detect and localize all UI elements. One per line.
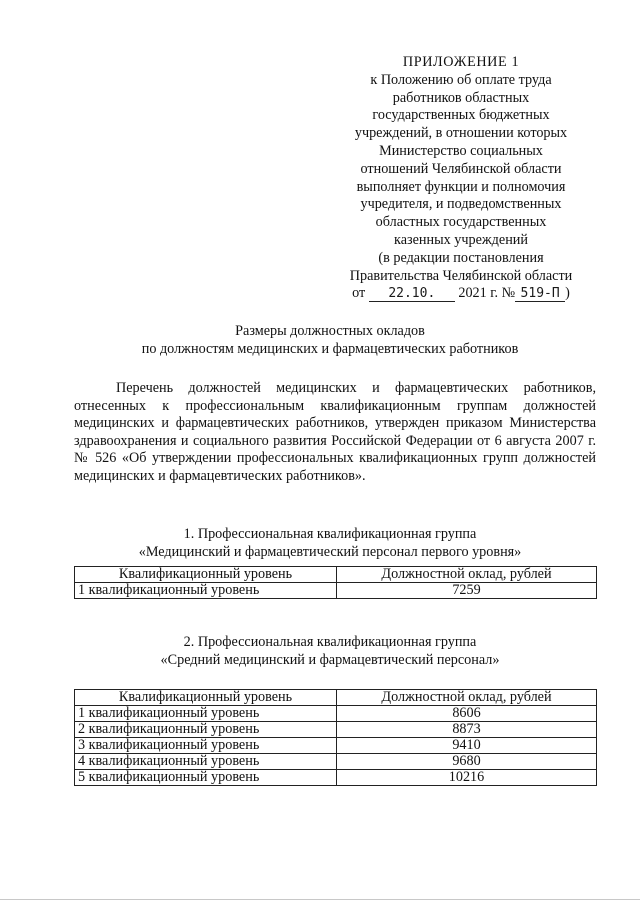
appendix-line: областных государственных — [375, 214, 547, 231]
qualification-level-cell: 1 квалификационный уровень — [75, 583, 337, 599]
appendix-line: Правительства Челябинской области — [349, 267, 573, 284]
salary-cell: 7259 — [337, 583, 597, 599]
column-header-level: Квалификационный уровень — [75, 567, 337, 583]
appendix-line: отношений Челябинской области — [360, 160, 562, 177]
salary-cell: 10216 — [337, 770, 597, 786]
resolution-number: 519-П — [515, 287, 565, 302]
table-row — [75, 738, 597, 754]
resolution-date: 22.10. — [369, 287, 455, 302]
qualification-level-cell: 5 квалификационный уровень — [75, 770, 337, 786]
appendix-title: ПРИЛОЖЕНИЕ 1 — [402, 54, 520, 70]
column-header-salary: Должностной оклад, рублей — [337, 690, 597, 706]
table-header-row — [75, 567, 597, 583]
appendix-line: учреждений, в отношении которых — [354, 125, 568, 142]
salary-cell: 8606 — [337, 706, 597, 722]
table-row — [75, 706, 597, 722]
column-header-level: Квалификационный уровень — [75, 690, 337, 706]
salary-cell: 9680 — [337, 754, 597, 770]
qualification-level-cell: 4 квалификационный уровень — [75, 754, 337, 770]
salary-cell: 8873 — [337, 722, 597, 738]
appendix-line: казенных учреждений — [394, 231, 528, 248]
table-row — [75, 754, 597, 770]
appendix-line: Министерство социальных — [379, 142, 543, 159]
group1-title-line-1: 1. Профессиональная квалификационная группа — [183, 526, 477, 542]
resolution-date-line — [330, 285, 592, 303]
table-row — [75, 770, 597, 786]
date-prefix: от — [352, 285, 366, 302]
appendix-line: государственных бюджетных — [372, 107, 550, 124]
appendix-block — [330, 54, 592, 303]
intro-paragraph: Перечень должностей медицинских и фармацевтических работников, отнесенных к профессиональным квалификационным группам должностей медицинских и фармацевтических работников, утвержден приказом Министерства здравоохранения и социального развития Российской Федерации от 6 августа 2007 г. № 526 «Об утверждении профессиональных квалификационных групп должностей медицинских и фармацевтических работников». — [74, 380, 596, 484]
column-header-salary: Должностной оклад, рублей — [337, 567, 597, 583]
group2-title-line-2: «Средний медицинский и фармацевтический персонал» — [160, 652, 500, 668]
qualification-level-cell: 3 квалификационный уровень — [75, 738, 337, 754]
group2-salary-table — [74, 689, 597, 786]
appendix-line: к Положению об оплате труда — [370, 71, 552, 88]
group2-title-line-1: 2. Профессиональная квалификационная группа — [183, 634, 477, 650]
appendix-line: работников областных — [392, 89, 530, 106]
group1-title-line-2: «Медицинский и фармацевтический персонал первого уровня» — [138, 544, 522, 560]
table-header-row — [75, 690, 597, 706]
appendix-line: выполняет функции и полномочия — [356, 178, 566, 195]
group1-salary-table — [74, 566, 597, 599]
group2-title — [60, 633, 600, 669]
appendix-line: (в редакции постановления — [378, 249, 544, 266]
qualification-level-cell: 2 квалификационный уровень — [75, 722, 337, 738]
salary-cell: 9410 — [337, 738, 597, 754]
table-row — [75, 722, 597, 738]
heading-line-2: по должностям медицинских и фармацевтических работников — [141, 341, 519, 357]
appendix-line: учредителя, и подведомственных — [360, 196, 562, 213]
closing-paren: ) — [565, 285, 570, 302]
qualification-level-cell: 1 квалификационный уровень — [75, 706, 337, 722]
document-heading — [60, 322, 600, 358]
year-text: 2021 г. № — [458, 285, 516, 302]
heading-line-1: Размеры должностных окладов — [235, 323, 425, 339]
table-row — [75, 583, 597, 599]
page-bottom-edge — [0, 899, 640, 900]
group1-title — [60, 525, 600, 561]
